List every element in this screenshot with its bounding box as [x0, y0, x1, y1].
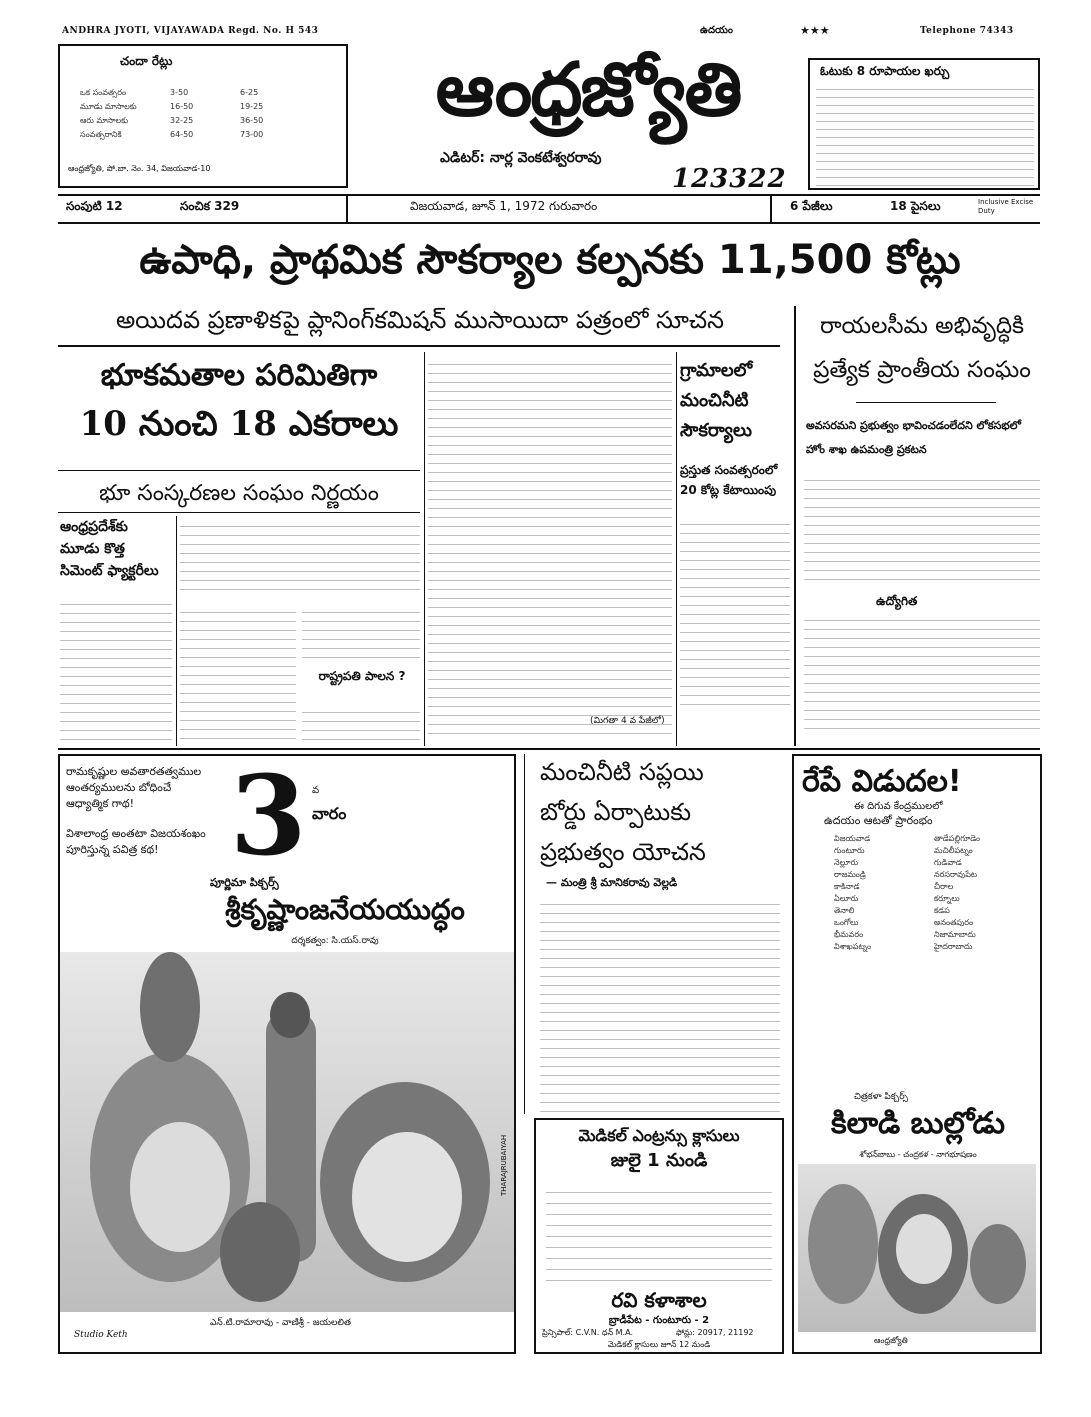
rayalaseema-story — [794, 306, 1042, 746]
release-head: రేపే విడుదల! — [802, 764, 962, 799]
water-byline: — మంత్రి శ్రీ మానికరావు వెల్లడి — [546, 876, 678, 889]
release-sub: ఈ దిగువ కేంద్రములలో — [854, 801, 943, 812]
ad-artwork — [60, 952, 514, 1312]
figure-head — [270, 992, 310, 1038]
centre-item: భీమవరం — [834, 930, 864, 939]
rayalaseema-headline-2: ప్రత్యేక ప్రాంతీయ సంఘం — [813, 357, 1031, 383]
kiladi-cast: శోభన్‌బాబు - చంద్రకళ - నాగభూషణం — [859, 1150, 977, 1159]
rule — [424, 352, 425, 746]
rule — [176, 516, 177, 746]
rayalaseema-subhead: అవసరమని ప్రభుత్వం భావించడంలేదని లోకసభలో హోం శాఖ ఉపమంత్రి ప్రకటన — [806, 419, 1021, 456]
centre-item: నరసరావుపేట — [934, 870, 978, 879]
subscription-row-label: ఒక సంవత్సరం — [80, 88, 127, 97]
subscription-row-label: సంవత్సరానికి — [80, 130, 122, 139]
centre-item: మచిలీపట్నం — [934, 846, 973, 855]
centre-item: విజయవాడ — [834, 834, 871, 843]
paper-logo — [368, 40, 808, 150]
presidents-rule-headline: రాష్ట్రపతి పాలన ? — [318, 669, 406, 683]
medical-phone: ఫోన్లు: 20917, 21192 — [676, 1328, 754, 1337]
centre-item: కాకినాడ — [834, 882, 860, 891]
land-body-col — [180, 604, 296, 746]
ear-right-box — [808, 58, 1040, 190]
centre-item: హైదరాబాదు — [934, 942, 973, 951]
rule — [346, 196, 348, 222]
water-headline-1: మంచినీటి సప్లయి — [540, 758, 704, 786]
price: 18 పైసలు — [890, 199, 941, 213]
ad-presenter: పూర్ణిమా పిక్చర్స్ — [210, 876, 279, 889]
kiladi-presenter: చిత్రకళా పిక్చర్స్ — [854, 1092, 908, 1102]
kiladi-villain — [970, 1224, 1026, 1304]
ad-cast: ఎన్.టి.రామారావు - వాణిశ్రీ - జయలలిత — [210, 1318, 351, 1328]
villages-jump: (మిగతా 4 వ పేజీలో) — [590, 716, 665, 726]
subscription-box — [58, 44, 348, 188]
rule — [676, 352, 677, 746]
medical-title-1: మెడికల్ ఎంట్రన్సు క్లాసులు — [578, 1126, 740, 1145]
ad-sri-krishnanjaneya — [58, 751, 516, 1354]
week-number: 3 — [230, 751, 307, 880]
centre-item: తాడేపల్లిగూడెం — [934, 834, 981, 843]
promotion-body — [804, 612, 1040, 736]
rule — [58, 470, 420, 471]
centre-item: రాజమండ్రి — [834, 870, 866, 879]
subscription-row-value: 73-00 — [240, 130, 264, 139]
centre-item: ఒంగోలు — [834, 918, 859, 927]
paper-name: ఆంధ్రజ్యోతి — [435, 47, 741, 133]
ad-artist-credit: THARAJRUBAIYAH — [500, 1134, 508, 1196]
water-headline-2: బోర్డు ఏర్పాటుకు — [540, 798, 692, 826]
ad-kiladi-bullodu — [792, 754, 1042, 1354]
centre-item: గుంటూరు — [834, 846, 865, 855]
rayalaseema-headline-1: రాయలసీమ అభివృద్ధికి — [819, 313, 1025, 339]
rule — [58, 345, 780, 347]
week-suffix: వ — [312, 785, 320, 796]
lead-headline: ఉపాధి, ప్రాథమిక సౌకర్యాల కల్పనకు 11,500 కోట్లు — [139, 237, 961, 283]
subscription-row-value: 19-25 — [240, 102, 264, 111]
water-body — [540, 896, 780, 1112]
kiladi-footer: ఆంధ్రజ్యోతి — [874, 1336, 908, 1345]
rayalaseema-body — [804, 472, 1040, 586]
land-story — [58, 352, 420, 470]
subscription-row-value: 64-50 — [170, 130, 194, 139]
centre-item: తెనాలి — [834, 906, 855, 915]
centre-item: విశాఖపట్నం — [834, 942, 871, 951]
ad-tagline-2: విశాలాంధ్ర అంతటా విజయశంఖం పూరిస్తున్న పవిత్ర కథ! — [66, 827, 206, 856]
villages-headline: గ్రామాలలో మంచినీటి సౌకర్యాలు — [680, 360, 753, 441]
ad-tagline-1: రామకృష్ణుల అవతారతత్వముల ఆంతర్యములను బోధించే ఆధ్యాత్మిక గాథ! — [66, 765, 202, 810]
ad-credits: దర్శకత్వం: సి.యస్.రావు — [291, 936, 379, 946]
centre-item: నెల్లూరు — [834, 858, 859, 867]
masthead-stars: ★★★ — [800, 24, 830, 37]
villages-body — [680, 516, 790, 712]
kiladi-figure — [808, 1184, 878, 1304]
volume: సంపుటి 12 — [66, 199, 123, 213]
subscription-row-value: 36-50 — [240, 116, 264, 125]
ad-medical — [534, 1118, 784, 1354]
hanuman-figure — [220, 1202, 300, 1302]
release-sub-2: ఉదయం ఆటతో ప్రారంభం — [824, 814, 933, 827]
lead-subhead: అయిదవ ప్రణాళికపై ప్లానింగ్‌కమిషన్ ముసాయిదా పత్రంలో సూచన — [115, 306, 725, 334]
ear-right-body — [816, 82, 1034, 186]
centre-item: చీరాల — [934, 882, 954, 891]
ad-studio: Studio Keth — [74, 1330, 128, 1340]
centre-item: గుడివాడ — [934, 858, 962, 867]
subscription-row-label: మూడు మాసాలకు — [80, 102, 137, 111]
kiladi-heroine-face — [896, 1214, 952, 1284]
medical-body — [546, 1182, 772, 1282]
presidents-rule-body — [302, 704, 420, 746]
centre-item: అనంతపురం — [934, 918, 974, 927]
subscription-row-value: 3-50 — [170, 88, 189, 97]
cement-headline: ఆంధ్రప్రదేశ్‌కు మూడు కొత్త సిమెంట్ ఫ్యాక్టరీలు — [60, 519, 159, 579]
crown-ornament — [140, 952, 200, 1062]
centre-item: ఏలూరు — [834, 894, 859, 903]
rule — [524, 754, 525, 1114]
masthead-telephone: Telephone 74343 — [920, 26, 1014, 36]
portrait-face — [130, 1122, 230, 1252]
subscription-row-label: ఆరు మాసాలకు — [80, 116, 129, 125]
medical-title-2: జులై 1 నుండి — [610, 1150, 708, 1171]
handwritten-number: 123322 — [672, 164, 787, 194]
subscription-row-value: 16-50 — [170, 102, 194, 111]
land-body-top — [180, 518, 420, 598]
centre-item: నిజామాబాదు — [934, 930, 976, 939]
land-headline-1: భూకమతాల పరిమితిగా — [100, 358, 378, 393]
masthead-regd: ANDHRA JYOTI, VIJAYAWADA Regd. No. H 543 — [62, 26, 319, 36]
dateline: విజయవాడ, జూన్ 1, 1972 గురువారం — [410, 199, 598, 213]
rule — [58, 512, 420, 513]
portrait-woman-face — [352, 1132, 462, 1262]
land-headline-2: 10 నుంచి 18 ఎకరాలు — [79, 404, 399, 444]
land-subhead: భూ సంస్కరణల సంఘం నిర్ణయం — [99, 481, 379, 506]
kiladi-artwork — [798, 1164, 1036, 1332]
water-headline-3: ప్రభుత్వం యోచన — [540, 838, 706, 866]
subscription-address: ఆంధ్రజ్యోతి, పో.బా. నెం. 34, విజయవాడ-10 — [68, 164, 211, 173]
rule — [856, 402, 996, 403]
pages: 6 పేజీలు — [790, 199, 833, 213]
ear-right-title: ఓటుకు 8 రూపాయల ఖర్చు — [820, 64, 950, 78]
lead-body-column — [428, 356, 672, 740]
subscription-row-value: 32-25 — [170, 116, 194, 125]
rule — [58, 194, 1040, 196]
rule — [58, 222, 1040, 224]
ad-movie-title: శ్రీకృష్ణాంజనేయయుద్ధం — [225, 893, 465, 926]
kiladi-title: కిలాడి బుల్లోడు — [830, 1106, 1006, 1141]
promotion-headline: ఉద్యోగిత — [876, 594, 918, 608]
issue: సంచిక 329 — [180, 199, 240, 213]
cement-body — [60, 596, 172, 746]
editor-line: ఎడిటర్: నార్ల వెంకటేశ్వరరావు — [440, 150, 602, 166]
price-note: Inclusive Excise Duty — [978, 198, 1034, 215]
medical-footer: మెడికల్ క్లాసులు జూన్ 12 నుండి — [607, 1340, 711, 1349]
masthead-edition: ఉదయం — [700, 25, 733, 36]
centre-item: కర్నూలు — [934, 894, 960, 903]
subscription-row-value: 6-25 — [240, 88, 259, 97]
rule — [58, 748, 1040, 750]
land-body-col — [302, 604, 420, 664]
medical-principal: ప్రిన్సిపాల్: C.V.N. ధన్ M.A. — [542, 1328, 633, 1337]
medical-place: బ్రాడీపేట - గుంటూరు - 2 — [608, 1315, 710, 1326]
rule — [770, 196, 772, 222]
centres-list — [834, 834, 1034, 1074]
villages-subhead: ప్రస్తుత సంవత్సరంలో 20 కోట్ల కేటాయింపు — [680, 463, 778, 497]
subscription-title: చందా రేట్లు — [120, 54, 173, 68]
medical-institute: రవి కళాశాల — [611, 1288, 707, 1312]
centre-item: కడప — [934, 906, 950, 915]
week-word: వారం — [312, 804, 347, 823]
